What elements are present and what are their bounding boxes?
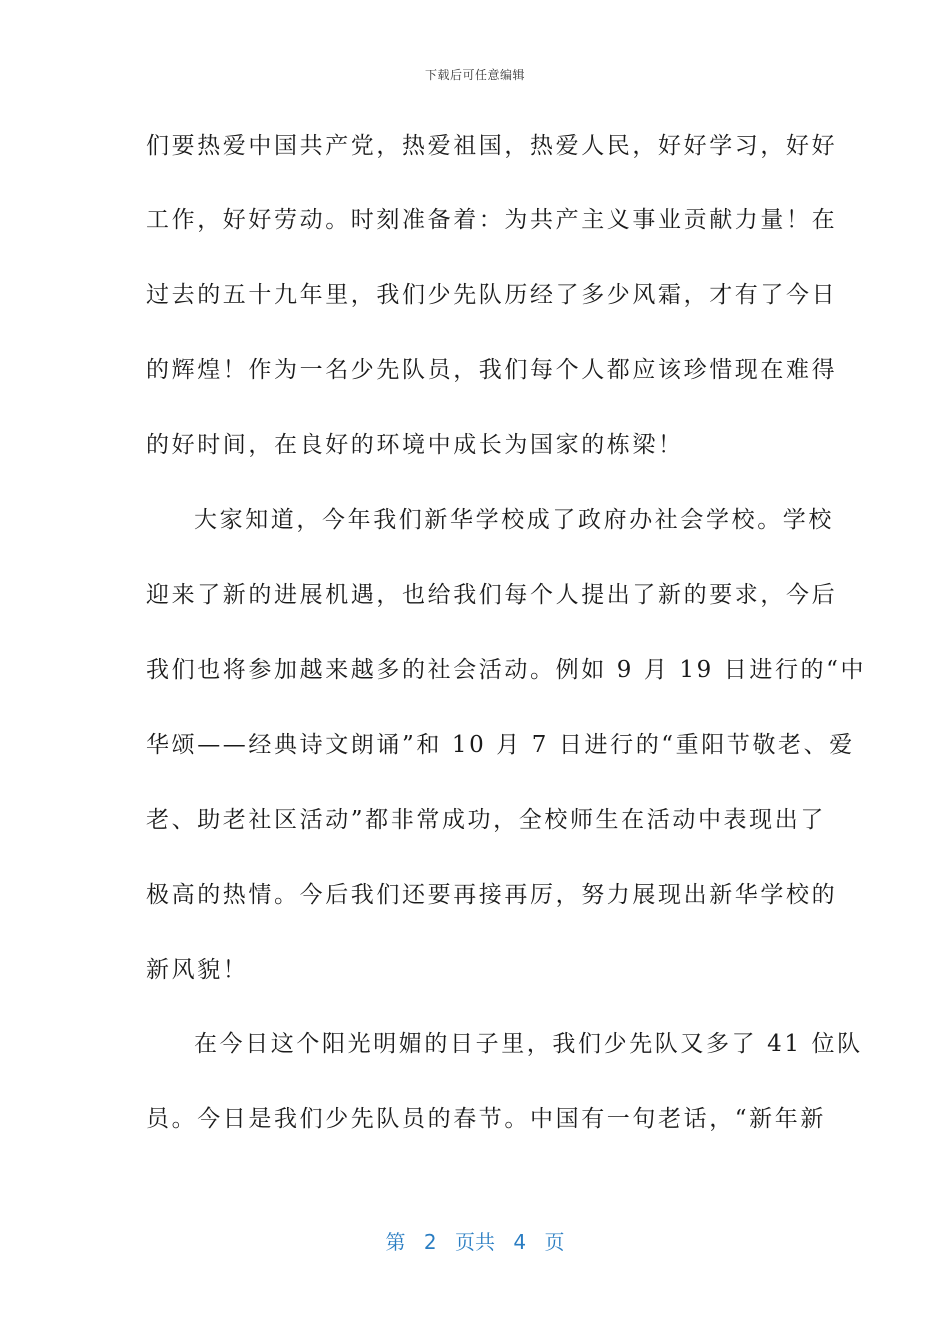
- page-header: 下载后可任意编辑: [424, 68, 525, 82]
- page-prefix: 第: [385, 1230, 406, 1254]
- page-middle: 页共: [455, 1230, 495, 1254]
- text-line: 华颂——经典诗文朗诵”和 10 月 7 日进行的“重阳节敬老、爱: [146, 732, 855, 758]
- text-line: 员。今日是我们少先队员的春节。中国有一句老话，“新年新: [146, 1106, 826, 1132]
- current-page-number: 2: [423, 1230, 437, 1254]
- text-line: 的好时间，在良好的环境中成长为国家的栋梁！: [146, 432, 684, 458]
- text-line: 们要热爱中国共产党，热爱祖国，热爱人民，好好学习，好好: [146, 133, 838, 159]
- text-line: 迎来了新的进展机遇，也给我们每个人提出了新的要求，今后: [146, 582, 838, 608]
- text-line: 新风貌！: [146, 957, 249, 983]
- text-line: 极高的热情。今后我们还要再接再厉，努力展现出新华学校的: [146, 882, 838, 908]
- text-line: 老、助老社区活动”都非常成功，全校师生在活动中表现出了: [146, 807, 826, 833]
- paragraph-start-line: 在今日这个阳光明媚的日子里，我们少先队又多了 41 位队: [194, 1031, 863, 1057]
- text-line: 我们也将参加越来越多的社会活动。例如 9 月 19 日进行的“中: [146, 657, 867, 683]
- total-page-number: 4: [513, 1230, 527, 1254]
- text-line: 的辉煌！作为一名少先队员，我们每个人都应该珍惜现在难得: [146, 357, 838, 383]
- page-suffix: 页: [544, 1230, 565, 1254]
- text-line: 过去的五十九年里，我们少先队历经了多少风霜，才有了今日: [146, 282, 838, 308]
- text-line: 工作，好好劳动。时刻准备着：为共产主义事业贡献力量！在: [146, 207, 838, 233]
- page-number-footer: [0, 1226, 950, 1255]
- paragraph-start-line: 大家知道，今年我们新华学校成了政府办社会学校。学校: [194, 507, 834, 533]
